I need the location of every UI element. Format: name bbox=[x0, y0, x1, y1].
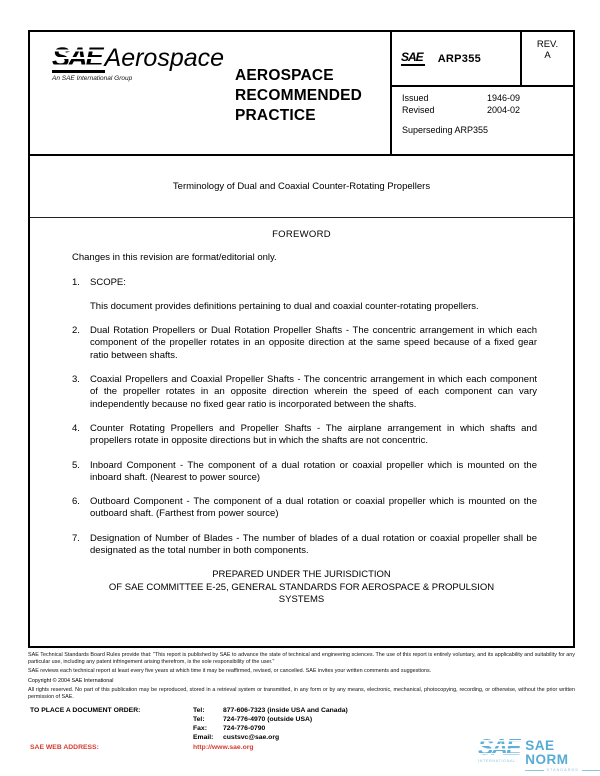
legal-notice-tsb-rules: SAE Technical Standards Board Rules provide that: "This report is published by SAE to advance the state of technical and engineering sciences. The use of this report is entirely voluntary, and its applicability and suitability for any particular use, including any patent infringement arising therefrom, is the sole responsibility of the user." bbox=[28, 652, 575, 665]
document-type-title: AEROSPACE RECOMMENDED PRACTICE bbox=[235, 67, 363, 124]
email-address-link[interactable]: custsvc@sae.org bbox=[223, 733, 280, 741]
fax-value: 724-776-0790 bbox=[223, 724, 266, 732]
foreword-heading: FOREWORD bbox=[272, 229, 331, 240]
item-text: This document provides definitions pertaining to dual and coaxial counter-rotating propellers. bbox=[90, 300, 479, 312]
item-number: 1. bbox=[72, 276, 80, 288]
jurisdiction-line: OF SAE COMMITTEE E-25, GENERAL STANDARDS FOR AEROSPACE & PROPULSION bbox=[108, 581, 495, 593]
sae-striped-logo-mark: SAE bbox=[478, 734, 520, 760]
norm-logo-left bbox=[478, 734, 521, 763]
order-row-tel-intl bbox=[193, 715, 575, 724]
jurisdiction-line: PREPARED UNDER THE JURISDICTION bbox=[212, 569, 391, 581]
international-caption: INTERNATIONAL bbox=[478, 759, 516, 763]
tel-value: 724-776-4970 (outside USA) bbox=[223, 715, 313, 723]
logo-tagline: An SAE International Group bbox=[52, 75, 133, 82]
list-item bbox=[72, 423, 537, 448]
jurisdiction-line: SYSTEMS bbox=[278, 594, 325, 606]
item-number: 7. bbox=[72, 532, 80, 544]
order-row-fax bbox=[193, 724, 575, 733]
list-item bbox=[72, 496, 537, 521]
item-text: Counter Rotating Propellers and Propeller Shafts - The airplane arrangement in which shafts and propellers rotate in opposite directions but in which the shafts are not concentric. bbox=[90, 422, 537, 447]
document-title: Terminology of Dual and Coaxial Counter-Rotating Propellers bbox=[172, 181, 431, 192]
document-body bbox=[30, 218, 573, 646]
issue-info-block bbox=[392, 87, 573, 136]
email-label: Email: bbox=[193, 733, 214, 741]
item-text: Inboard Component - The component of a dual rotation or coaxial propeller which is mounted on the inboard shaft. (Nearest to power source) bbox=[90, 459, 537, 483]
norm-logo-right bbox=[525, 737, 600, 772]
list-item bbox=[72, 533, 537, 558]
header-left-cell bbox=[30, 32, 390, 154]
list-item bbox=[72, 325, 537, 362]
norm-tagline: STANDARDS bbox=[525, 768, 600, 772]
sae-norm-watermark-logo bbox=[478, 734, 600, 772]
document-header bbox=[30, 32, 573, 156]
legal-notice-rights: All rights reserved. No part of this publication may be reproduced, stored in a retrieval system or transmitted, in any form or by any means, electronic, mechanical, photocopying, recording, or otherwise, without the prior written permission of SAE. bbox=[28, 687, 575, 700]
doc-number: ARP355 bbox=[437, 52, 482, 65]
tel-label: Tel: bbox=[193, 706, 205, 714]
legal-notice-review: SAE reviews each technical report at least every five years at which time it may be reaffirmed, revised, or cancelled. SAE invites your written comments and suggestions. bbox=[28, 668, 432, 675]
document-frame bbox=[28, 30, 575, 648]
item-number: 3. bbox=[72, 374, 80, 386]
item-number bbox=[72, 301, 90, 313]
sae-aerospace-logo bbox=[52, 44, 224, 82]
foreword-text: Changes in this revision are format/editorial only. bbox=[72, 252, 277, 264]
revised-row bbox=[402, 104, 520, 116]
jurisdiction-statement bbox=[30, 569, 573, 607]
issued-row bbox=[402, 92, 520, 104]
rev-label: REV. bbox=[536, 39, 559, 50]
item-number: 4. bbox=[72, 422, 80, 434]
item-number: 6. bbox=[72, 496, 80, 508]
item-number: 5. bbox=[72, 459, 80, 471]
tel-value: 877-606-7323 (inside USA and Canada) bbox=[223, 706, 348, 714]
fax-label: Fax: bbox=[193, 724, 207, 732]
issued-value: 1946-09 bbox=[486, 93, 520, 103]
rev-value: A bbox=[544, 50, 551, 61]
item-text: Outboard Component - The component of a dual rotation or coaxial propeller which is mounted on the outboard shaft. (Farthest from power source) bbox=[90, 496, 537, 520]
item-text: Coaxial Propellers and Coaxial Propeller Shafts - The concentric arrangement in which each component of the propeller rotates in an opposite direction wherein the speed of each component can vary independently because no fixed gear ratio is incorporated between the shafts. bbox=[90, 374, 537, 410]
item-text: Dual Rotation Propellers or Dual Rotation Propeller Shafts - The concentric arrangement in which each component of the propeller rotates in an opposite direction at the same speed because of a fixed gear ratio between shafts. bbox=[90, 325, 537, 361]
sae-norm-wordmark: SAE NORM bbox=[525, 738, 569, 767]
aerospace-wordmark: Aerospace bbox=[104, 44, 225, 72]
sae-website-link[interactable]: http://www.sae.org bbox=[193, 743, 254, 751]
revised-value: 2004-02 bbox=[486, 105, 520, 115]
list-item bbox=[72, 277, 537, 289]
list-item bbox=[72, 301, 537, 313]
order-label: TO PLACE A DOCUMENT ORDER: bbox=[30, 706, 141, 714]
tel-label: Tel: bbox=[193, 715, 205, 723]
revision-cell bbox=[520, 32, 573, 85]
title-band bbox=[30, 156, 573, 218]
web-address-label: SAE WEB ADDRESS: bbox=[30, 743, 99, 751]
copyright-line: Copyright © 2004 SAE International bbox=[28, 677, 114, 684]
sae-small-logo-mark: SAE bbox=[401, 50, 423, 64]
item-number: 2. bbox=[72, 325, 80, 337]
header-right-cell bbox=[390, 32, 573, 154]
superseding-note: Superseding ARP355 bbox=[402, 125, 489, 135]
doc-number-cell bbox=[392, 32, 520, 85]
doc-number-row bbox=[392, 32, 573, 87]
issued-label: Issued bbox=[402, 93, 429, 103]
revised-label: Revised bbox=[402, 105, 435, 115]
item-text: Designation of Number of Blades - The number of blades of a dual rotation or coaxial propeller shall be designated as the total number in both components. bbox=[90, 532, 537, 557]
list-item bbox=[72, 374, 537, 411]
sae-logo-mark: SAE bbox=[52, 44, 105, 73]
item-text: SCOPE: bbox=[90, 276, 126, 288]
list-item bbox=[72, 460, 537, 485]
order-row-tel-us bbox=[193, 706, 575, 715]
